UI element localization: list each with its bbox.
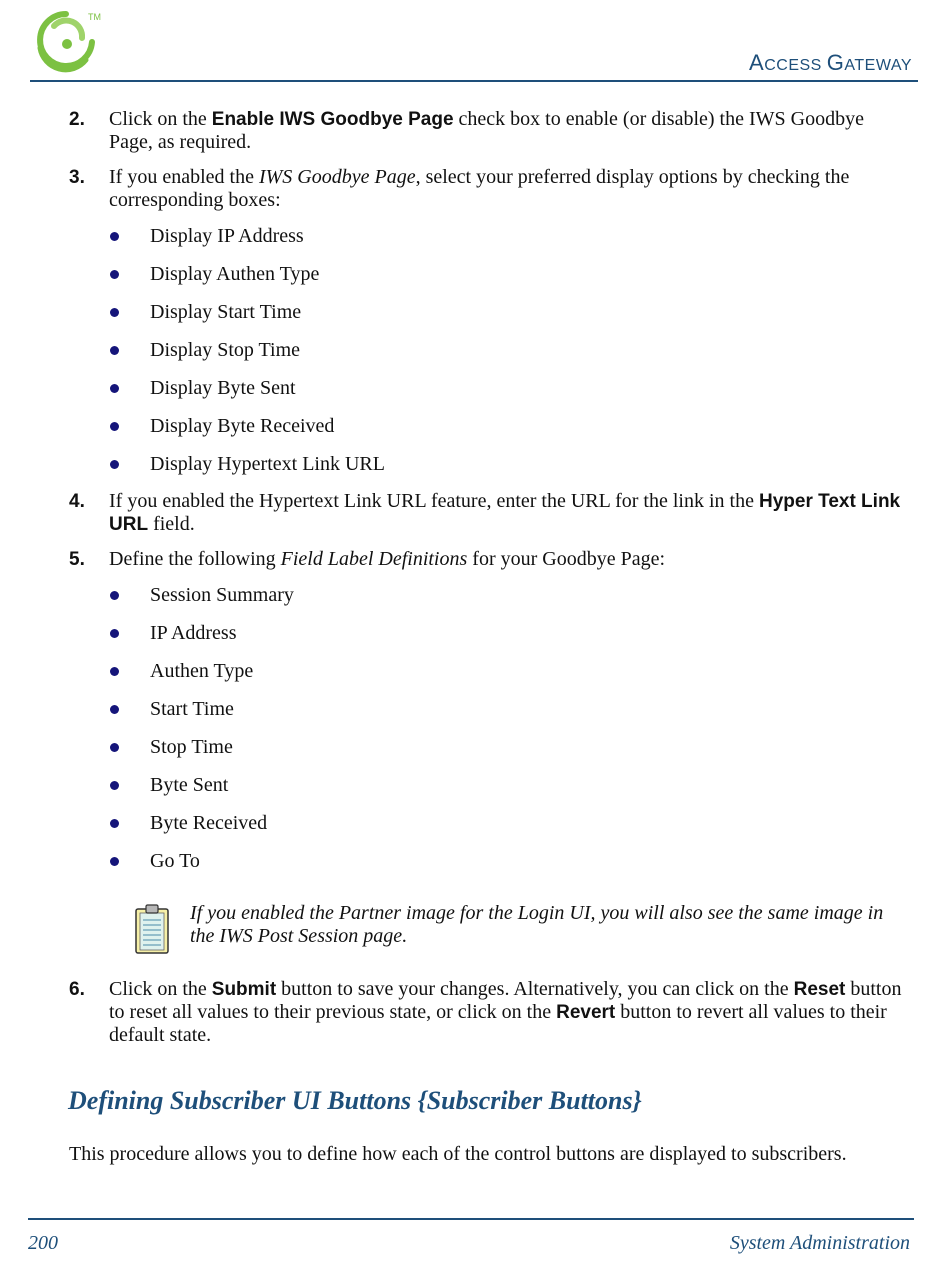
running-header: ACCESS GATEWAY xyxy=(749,50,912,75)
bullet-icon xyxy=(110,308,119,317)
bullet-icon xyxy=(110,384,119,393)
logo-tm: TM xyxy=(88,12,101,22)
footer-rule xyxy=(28,1218,914,1220)
bullet-icon xyxy=(110,270,119,279)
step-text: If you enabled the Hypertext Link URL feature, enter the URL for the link in the Hyper Text Link URL field. xyxy=(109,490,901,535)
step-3 xyxy=(69,166,909,212)
bullet-icon xyxy=(110,629,119,638)
bullet-icon xyxy=(110,705,119,714)
step-4 xyxy=(69,490,909,536)
footer-section-title: System Administration xyxy=(729,1232,910,1254)
bullet-icon xyxy=(110,857,119,866)
step-text: If you enabled the IWS Goodbye Page, select your preferred display options by checking the corresponding boxes: xyxy=(109,166,850,211)
company-logo xyxy=(26,8,108,76)
step-6 xyxy=(69,978,909,1047)
bullet-icon xyxy=(110,346,119,355)
step-2 xyxy=(69,108,909,154)
step-number: 3. xyxy=(69,167,85,188)
section-heading: Defining Subscriber UI Buttons {Subscriber Buttons} xyxy=(68,1086,642,1115)
step-number: 5. xyxy=(69,549,85,570)
bullet-icon xyxy=(110,232,119,241)
page-number: 200 xyxy=(28,1232,58,1254)
notepad-icon xyxy=(133,903,171,955)
note-text: If you enabled the Partner image for the Login UI, you will also see the same image in the IWS Post Session page. xyxy=(190,902,884,947)
step-number: 4. xyxy=(69,491,85,512)
bullet-icon xyxy=(110,591,119,600)
step-number: 2. xyxy=(69,109,85,130)
step-text: Click on the Submit button to save your changes. Alternatively, you can click on the Reset button to reset all values to their previous state, or click on the Revert button to revert all values to their default state. xyxy=(109,978,902,1046)
bullet-icon xyxy=(110,743,119,752)
header-rule xyxy=(30,80,918,82)
bullet-icon xyxy=(110,422,119,431)
bullet-icon xyxy=(110,781,119,790)
bullet-icon xyxy=(110,667,119,676)
bullet-icon xyxy=(110,460,119,469)
step-5 xyxy=(69,548,909,571)
step-text: Click on the Enable IWS Goodbye Page check box to enable (or disable) the IWS Goodbye Page, as required. xyxy=(109,108,864,153)
step-text: Define the following Field Label Definitions for your Goodbye Page: xyxy=(109,548,666,570)
section-paragraph: This procedure allows you to define how each of the control buttons are displayed to subscribers. xyxy=(69,1143,847,1165)
bullet-icon xyxy=(110,819,119,828)
step-number: 6. xyxy=(69,979,85,1000)
